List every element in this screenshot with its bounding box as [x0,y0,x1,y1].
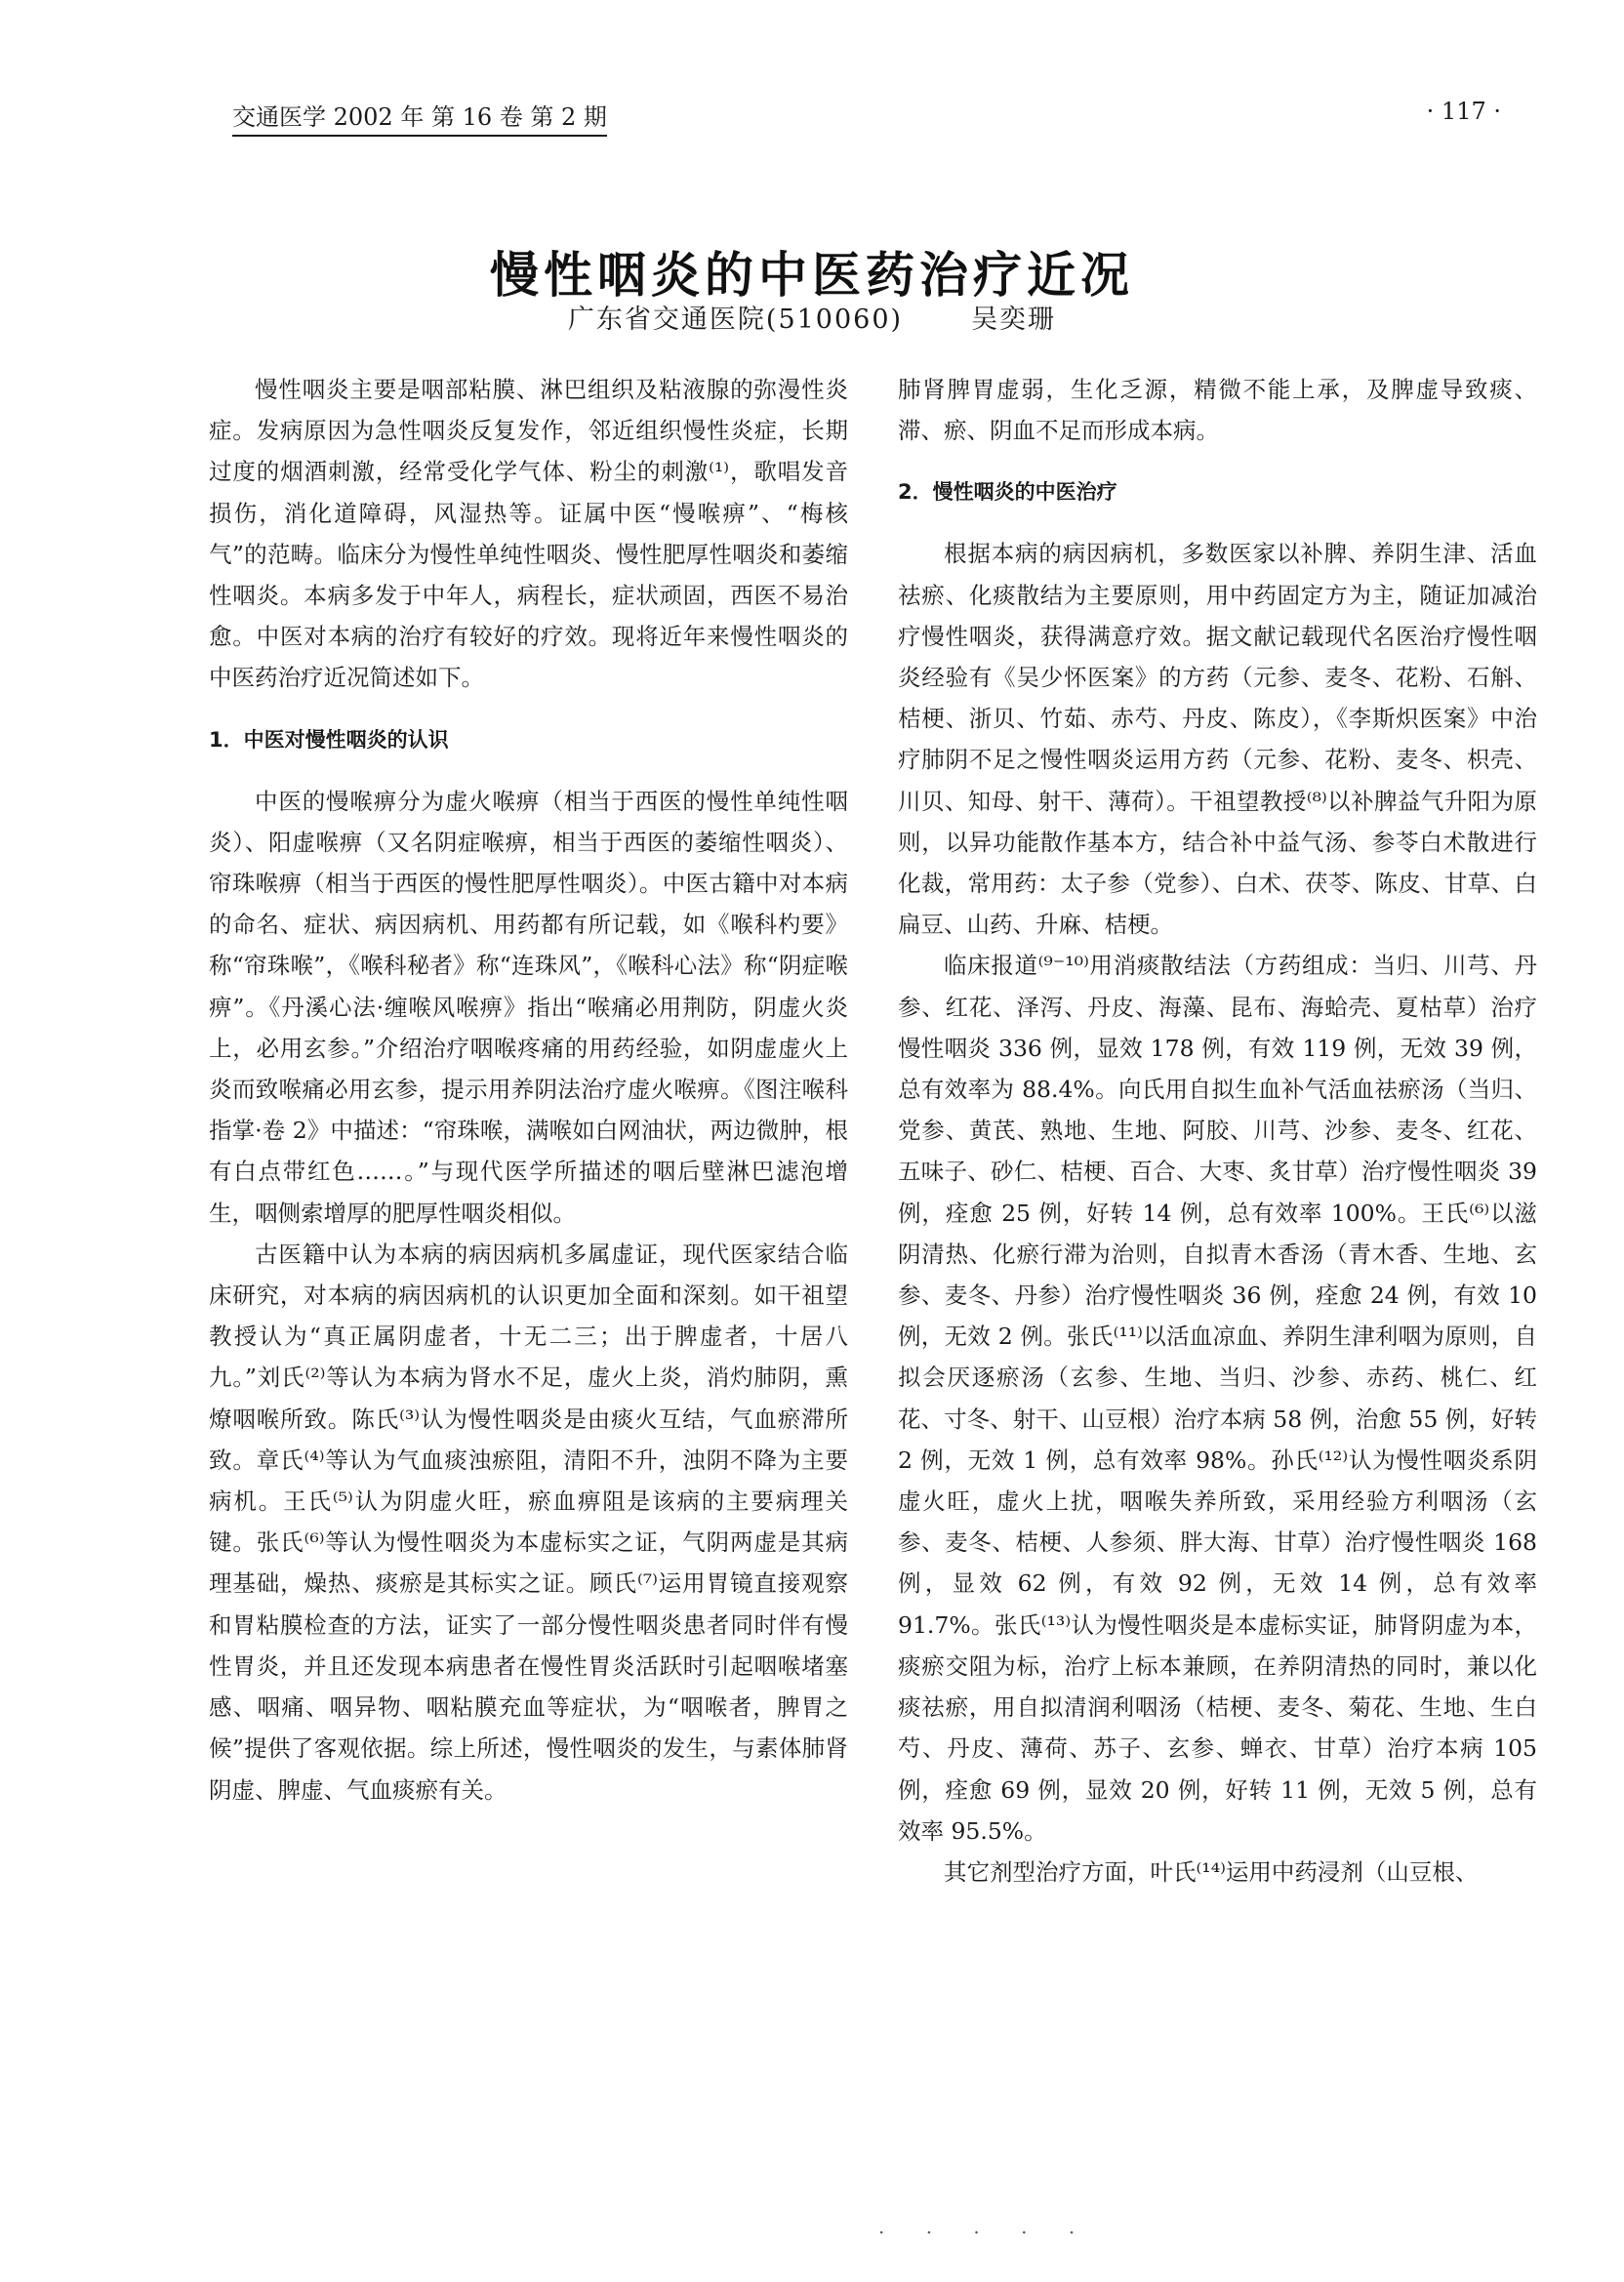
page-number: · 117 · [1426,98,1501,125]
footer-marks: · · · · · [878,2221,1093,2244]
section-1-paragraph-2: 古医籍中认为本病的病因病机多属虚证，现代医家结合临床研究，对本病的病因病机的认识更加全面和深刻。如干祖望教授认为“真正属阴虚者，十无二三；出于脾虚者，十居八九。”刘氏⁽²⁾等认为本病为肾水不足，虚火上炎，消灼肺阴，熏燎咽喉所致。陈氏⁽³⁾认为慢性咽炎是由痰火互结，气血瘀滞所致。章氏⁽⁴⁾等认为气血痰浊瘀阻，清阳不升，浊阴不降为主要病机。王氏⁽⁵⁾认为阴虚火旺，瘀血痹阻是该病的主要病理关键。张氏⁽⁶⁾等认为慢性咽炎为本虚标实之证，气阴两虚是其病理基础，燥热、痰瘀是其标实之证。顾氏⁽⁷⁾运用胃镜直接观察和胃粘膜检查的方法，证实了一部分慢性咽炎患者同时伴有慢性胃炎，并且还发现本病患者在慢性胃炎活跃时引起咽喉堵塞感、咽痛、咽异物、咽粘膜充血等症状，为“咽喉者，脾胃之候”提供了客观依据。综上所述，慢性咽炎的发生，与素体肺肾阴虚、脾虚、气血痰瘀有关。 [209,1240,848,1804]
article-title: 慢性咽炎的中医药治疗近况 [490,246,1134,304]
intro-paragraph: 慢性咽炎主要是咽部粘膜、淋巴组织及粘液腺的弥漫性炎症。发病原因为急性咽炎反复发作，邻近组织慢性炎症，长期过度的烟酒刺激，经常受化学气体、粉尘的刺激⁽¹⁾，歌唱发音损伤，消化道障碍，风湿热等。证属中医“慢喉痹”、“梅核气”的范畴。临床分为慢性单纯性咽炎、慢性肥厚性咽炎和萎缩性咽炎。本病多发于中年人，病程长，症状顽固，西医不易治愈。中医对本病的治疗有较好的疗效。现将近年来慢性咽炎的中医药治疗近况简述如下。 [209,376,848,692]
running-header [232,98,1501,137]
section-1-paragraph-1: 中医的慢喉痹分为虚火喉痹（相当于西医的慢性单纯性咽炎）、阳虚喉痹（又名阴症喉痹，相当于西医的萎缩性咽炎）、帘珠喉痹（相当于西医的慢性肥厚性咽炎）。中医古籍中对本病的命名、症状、病因病机、用药都有所记载，如《喉科杓要》称“帘珠喉”，《喉科秘者》称“连珠风”，《喉科心法》称“阴症喉痹”。《丹溪心法·缠喉风喉痹》指出“喉痛必用荆防，阴虚火炎上，必用玄参。”介绍治疗咽喉疼痛的用药经验，如阴虚虚火上炎而致喉痛必用玄参，提示用养阴法治疗虚火喉痹。《图注喉科指掌·卷 2》中描述：“帘珠喉，满喉如白网油状，两边微肿，根有白点带红色……。”与现代医学所描述的咽后壁淋巴滤泡增生，咽侧索增厚的肥厚性咽炎相似。 [209,787,848,1227]
section-2-heading: 2．慢性咽炎的中医治疗 [898,480,1117,505]
left-column [209,369,848,1811]
author: 吴奕珊 [971,305,1057,335]
section-2-paragraph-3: 其它剂型治疗方面，叶氏⁽¹⁴⁾运用中药浸剂（山豆根、 [944,1857,1479,1886]
journal-info: 交通医学 2002 年 第 16 卷 第 2 期 [232,98,607,137]
continued-paragraph: 肺肾脾胃虚弱，生化乏源，精微不能上承，及脾虚导致痰、滞、瘀、阴血不足而形成本病。 [898,376,1537,445]
right-column [898,369,1537,1893]
section-2-paragraph-1: 根据本病的病因病机，多数医家以补脾、养阴生津、活血祛瘀、化痰散结为主要原则，用中药固定方为主，随证加减治疗慢性咽炎，获得满意疗效。据文献记载现代名医治疗慢性咽炎经验有《吴少怀医案》的方药（元参、麦冬、花粉、石斛、桔梗、浙贝、竹茹、赤芍、丹皮、陈皮），《李斯炽医案》中治疗肺阴不足之慢性咽炎运用方药（元参、花粉、麦冬、枳壳、川贝、知母、射干、薄荷）。干祖望教授⁽⁸⁾以补脾益气升阳为原则，以异功能散作基本方，结合补中益气汤、参苓白术散进行化裁，常用药：太子参（党参）、白术、茯苓、陈皮、甘草、白扁豆、山药、升麻、桔梗。 [898,540,1537,939]
section-2-paragraph-2: 临床报道⁽⁹⁻¹⁰⁾用消痰散结法（方药组成：当归、川芎、丹参、红花、泽泻、丹皮、海藻、昆布、海蛤壳、夏枯草）治疗慢性咽炎 336 例，显效 178 例，有效 119 例，无效 39 例，总有效率为 88.4%。向氏用自拟生血补气活血祛瘀汤（当归、党参、黄芪、熟地、生地、阿胶、川芎、沙参、麦冬、红花、五味子、砂仁、桔梗、百合、大枣、炙甘草）治疗慢性咽炎 39 例，痊愈 25 例，好转 14 例，总有效率 100%。王氏⁽⁶⁾以滋阴清热、化瘀行滞为治则，自拟青木香汤（青木香、生地、玄参、麦冬、丹参）治疗慢性咽炎 36 例，痊愈 24 例，有效 10 例，无效 2 例。张氏⁽¹¹⁾以活血凉血、养阴生津利咽为原则，自拟会厌逐瘀汤（玄参、生地、当归、沙参、赤药、桃仁、红花、寸冬、射干、山豆根）治疗本病 58 例，治愈 55 例，好转 2 例，无效 1 例，总有效率 98%。孙氏⁽¹²⁾认为慢性咽炎系阴虚火旺，虚火上扰，咽喉失养所致，采用经验方利咽汤（玄参、麦冬、桔梗、人参须、胖大海、甘草）治疗慢性咽炎 168 例，显效 62 例，有效 92 例，无效 14 例，总有效率 91.7%。张氏⁽¹³⁾认为慢性咽炎是本虚标实证，肺肾阴虚为本，痰瘀交阻为标，治疗上标本兼顾，在养阴清热的同时，兼以化痰祛瘀，用自拟清润利咽汤（桔梗、麦冬、菊花、生地、生白芍、丹皮、薄荷、苏子、玄参、蝉衣、甘草）治疗本病 105 例，痊愈 69 例，显效 20 例，好转 11 例，无效 5 例，总有效率 95.5%。 [898,952,1537,1845]
byline [0,298,1624,336]
section-1-heading: 1．中医对慢性咽炎的认识 [209,727,449,752]
affiliation: 广东省交通医院(510060) [567,305,904,335]
